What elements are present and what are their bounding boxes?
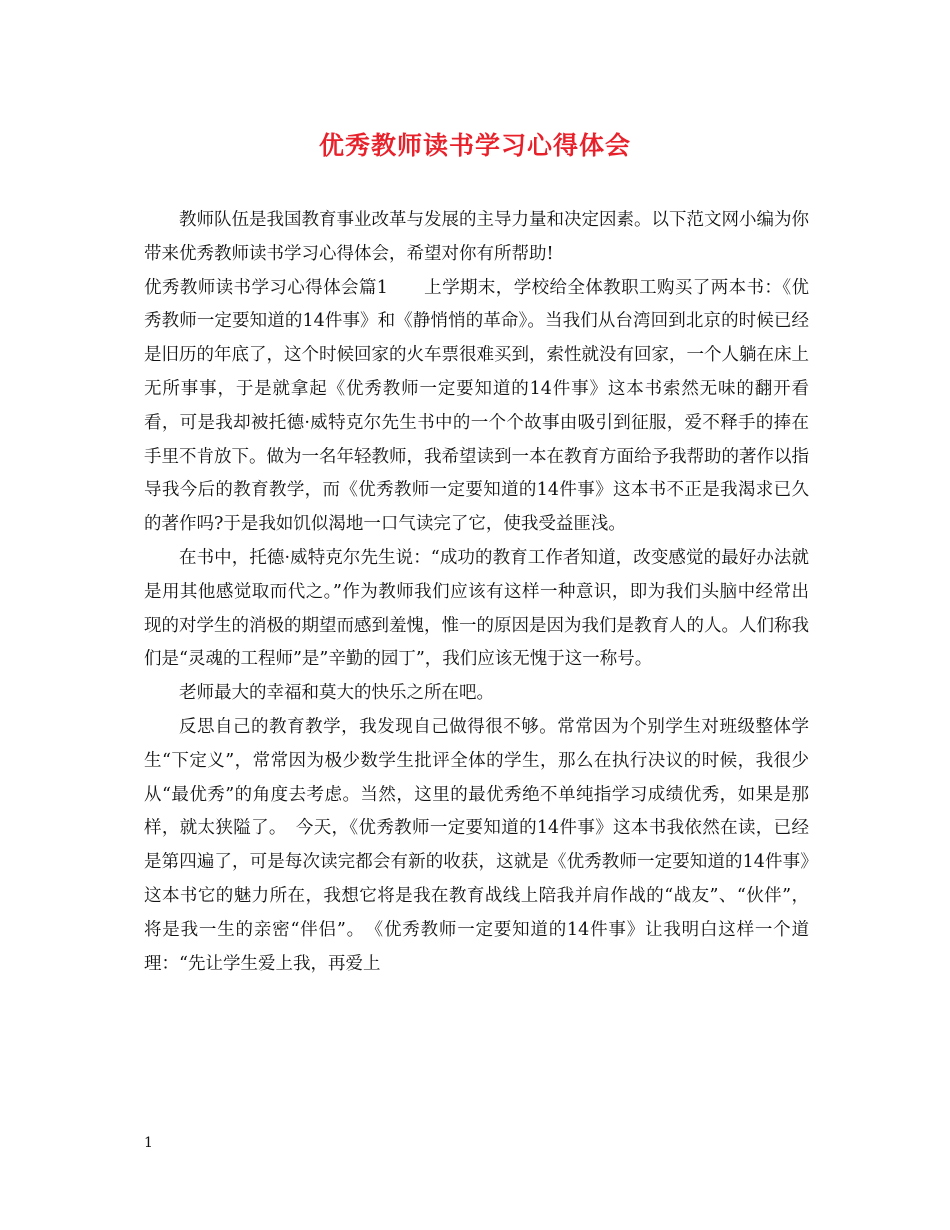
body-paragraph-4: 反思自己的教育教学，我发现自己做得很不够。常常因为个别学生对班级整体学生“下定义”，常常因为极少数学生批评全体的学生，那么在执行决议的时候，我很少从“最优秀”的角度去考虑。当然，这里的最优秀绝不单纯指学习成绩优秀，如果是那样，就太狭隘了。 今天，《优秀教师一定要知道的14件事》这本书我依然在读，已经是第四遍了，可是每次读完都会有新的收获，这就是《优秀教师一定要知道的14件事》这本书它的魅力所在，我想它将是我在教育战线上陪我并肩作战的“战友”、“伙伴”，将是我一生的亲密“伴侣”。 《优秀教师一定要知道的14件事》让我明白这样一个道理：“先让学生爱上我，再爱上: [144, 716, 809, 974]
body-paragraph-3: 老师最大的幸福和莫大的快乐之所在吧。: [179, 683, 494, 704]
page-number: 1: [144, 1135, 153, 1151]
intro-paragraph: 教师队伍是我国教育事业改革与发展的主导力量和决定因素。以下范文网小编为你带来优秀教师读书学习心得体会，希望对你有所帮助!: [144, 210, 809, 264]
body-paragraph-1: 优秀教师读书学习心得体会篇1 上学期末，学校给全体教职工购买了两本书：《优秀教师一定要知道的14件事》和《静悄悄的革命》。当我们从台湾回到北京的时候已经是旧历的年底了，这个时候回家的火车票很难买到，索性就没有回家，一个人躺在床上无所事事，于是就拿起《优秀教师一定要知道的14件事》这本书索然无味的翻开看看，可是我却被托德·威特克尔先生书中的一个个故事由吸引到征服，爱不释手的捧在手里不肯放下。做为一名年轻教师，我希望读到一本在教育方面给予我帮助的著作以指导我今后的教育教学，而《优秀教师一定要知道的14件事》这本书不正是我渴求已久的著作吗?于是我如饥似渴地一口气读完了它，使我受益匪浅。: [144, 277, 809, 535]
body-paragraph-2: 在书中，托德·威特克尔先生说：“成功的教育工作者知道，改变感觉的最好办法就是用其他感觉取而代之。”作为教师我们应该有这样一种意识，即为我们头脑中经常出现的对学生的消极的期望而感到羞愧，惟一的原因是因为我们是教育人的人。人们称我们是“灵魂的工程师”是”辛勤的园丁”，我们应该无愧于这一称号。: [144, 547, 809, 670]
document-body: [144, 204, 809, 981]
document-title: 优秀教师读书学习心得体会: [318, 131, 631, 160]
